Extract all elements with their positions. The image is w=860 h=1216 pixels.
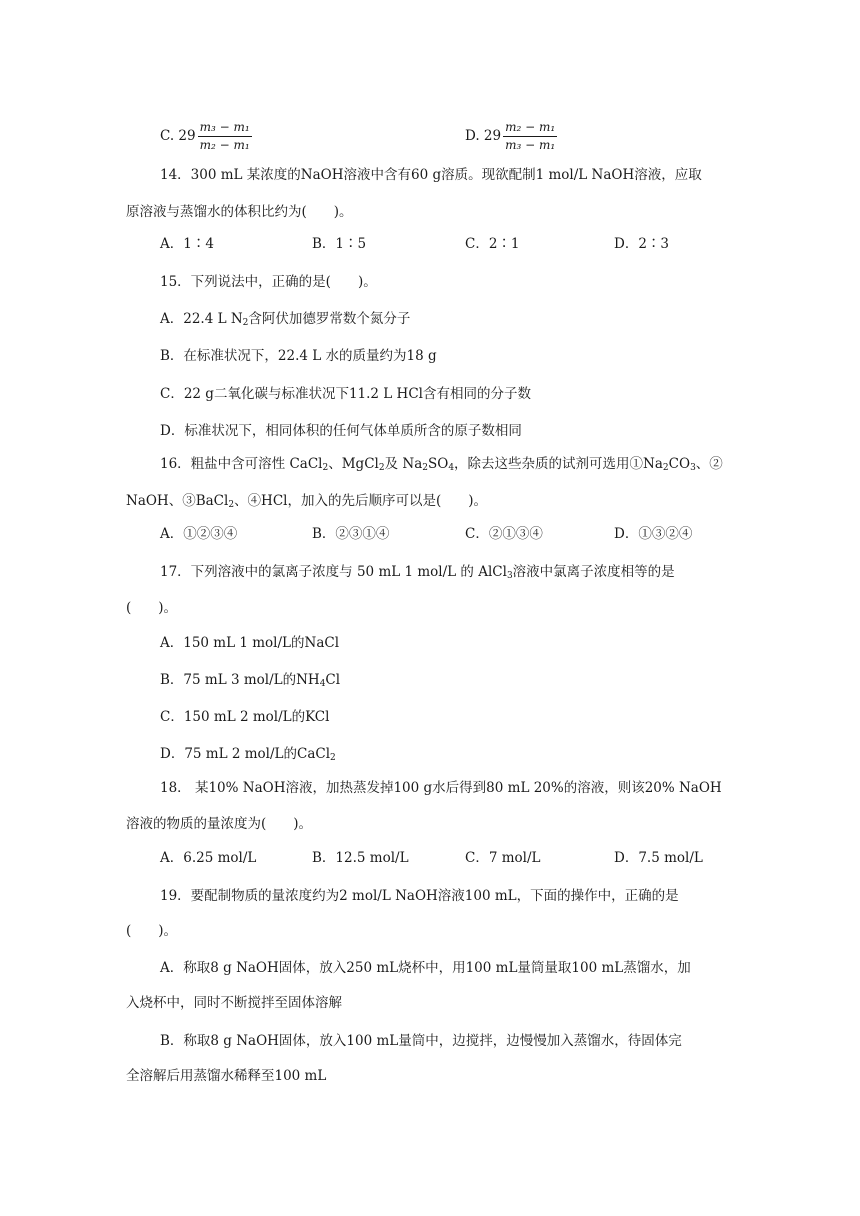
q19-option-a-line2: 入烧杯中，同时不断搅拌至固体溶解 <box>126 995 342 1011</box>
q13-option-c-fraction: $\frac{\text{m₃ − m₁}}{\text{m₂ − m₁}}$ <box>199 120 250 152</box>
q14-stem-line1: 14．300 mL 某浓度的NaOH溶液中含有60 g溶质。现欲配制1 mol/L NaOH溶液，应取 <box>160 167 702 183</box>
q14-option-d: D．2∶3 <box>614 236 670 252</box>
q13-option-d-fraction: $\frac{\text{m₂ − m₁}}{\text{m₃ − m₁}}$ <box>505 120 556 152</box>
q19-option-b-line2: 全溶解后用蒸馏水稀释至100 mL <box>126 1068 327 1084</box>
q17-option-d: D．75 mL 2 mol/L的CaCl$_2$ <box>160 746 336 763</box>
q18-option-b: B．12.5 mol/L <box>312 850 409 866</box>
q17-option-a: A．150 mL 1 mol/L的NaCl <box>160 635 340 651</box>
q17-stem-line1: 17．下列溶液中的氯离子浓度与 50 mL 1 mol/L 的 AlCl$_3$溶液中氯离子浓度相等的是 <box>160 564 675 581</box>
q14-stem-line2: 原溶液与蒸馏水的体积比约为( )。 <box>126 204 353 220</box>
q13-option-c: C. 29 $\frac{\text{m₃ − m₁}}{\text{m₂ − m₁}}$ <box>160 120 250 152</box>
q19-stem-line2: ( )。 <box>126 923 178 939</box>
q14-option-a: A．1∶4 <box>160 236 214 252</box>
q16-option-b: B．②③①④ <box>312 526 390 542</box>
q18-stem-line1: 18． 某10% NaOH溶液，加热蒸发掉100 g水后得到80 mL 20%的溶液，则该20% NaOH <box>160 780 722 796</box>
q18-option-c: C．7 mol/L <box>465 850 541 866</box>
q15-option-d: D．标准状况下，相同体积的任何气体单质所含的原子数相同 <box>160 423 522 439</box>
q16-stem-line1: 16．粗盐中含可溶性 CaCl$_2$、MgCl$_2$及 $Na_2SO_4$，除去这些杂质的试剂可选用$①Na_2CO_3$、② <box>160 456 723 473</box>
q16-option-c: C．②①③④ <box>465 526 543 542</box>
q14-option-b: B．1∶5 <box>312 236 367 252</box>
q13-option-d: D. 29 $\frac{\text{m₂ − m₁}}{\text{m₃ − m₁}}$ <box>465 120 556 152</box>
q15-stem: 15．下列说法中，正确的是( )。 <box>160 274 377 290</box>
q19-option-a-line1: A．称取8 g NaOH固体，放入250 mL烧杯中，用100 mL量筒量取100 mL蒸馏水，加 <box>160 960 691 976</box>
q19-stem-line1: 19．要配制物质的量浓度约为2 mol/L NaOH溶液100 mL，下面的操作中，正确的是 <box>160 888 679 904</box>
q19-option-b-line1: B．称取8 g NaOH固体，放入100 mL量筒中，边搅拌，边慢慢加入蒸馏水，待固体完 <box>160 1033 682 1049</box>
q16-stem-line2: NaOH、③BaCl$_2$、④HCl，加入的先后顺序可以是( )。 <box>126 493 488 510</box>
q18-stem-line2: 溶液的物质的量浓度为( )。 <box>126 816 313 832</box>
q15-option-b: B．在标准状况下，22.4 L 水的质量约为18 g <box>160 348 437 364</box>
q14-option-c: C．2∶1 <box>465 236 520 252</box>
q16-option-d: D．①③②④ <box>614 526 693 542</box>
q18-option-a: A．6.25 mol/L <box>160 850 257 866</box>
q18-option-d: D．7.5 mol/L <box>614 850 703 866</box>
q17-stem-line2: ( )。 <box>126 600 178 616</box>
q17-option-b: B．75 mL 3 mol/L的$NH_4Cl$ <box>160 672 341 689</box>
q15-option-c: C．22 g二氧化碳与标准状况下11.2 L HCl含有相同的分子数 <box>160 386 531 402</box>
q17-option-c: C．150 mL 2 mol/L的KCl <box>160 709 330 725</box>
q16-option-a: A．①②③④ <box>160 526 238 542</box>
q15-option-a: A．22.4 L $N_2$含阿伏加德罗常数个氮分子 <box>160 311 411 328</box>
